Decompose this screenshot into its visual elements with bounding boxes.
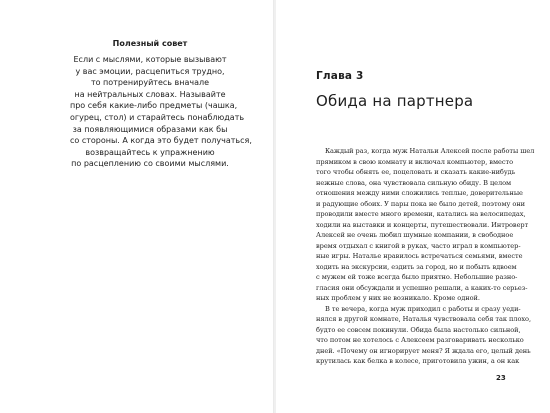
body-line: В те вечера, когда муж приходил с работы и сразу уеди-: [325, 304, 521, 313]
body-line: отношения между ними сложились теплые, доверительные: [316, 189, 523, 197]
body-line: с мужем ей тоже всегда было приятно. Небольшие разно-: [316, 273, 518, 281]
tip-line: со стороны. А когда это будет получаться,: [70, 136, 252, 146]
body-line: что потом не хотелось с Алексеем разговаривать несколько: [316, 336, 524, 344]
tip-line: огурец, стол) и старайтесь понаблюдать: [70, 112, 245, 122]
tip-line: за появляющимися образами как бы: [72, 124, 228, 134]
body-line: гласия они обсуждали и успешно решали, а каких-то серьез-: [316, 283, 528, 292]
body-line: ходить на экскурсии, ездить за город, но и побыть вдвоем: [316, 262, 517, 271]
chapter-label: Глава 3: [316, 70, 364, 82]
chapter-body: [316, 146, 535, 367]
tip-line: у вас эмоции, расцепиться трудно,: [75, 66, 225, 76]
body-line: Каждый раз, когда муж Натальи Алексей после работы шел: [325, 147, 535, 155]
body-line: того чтобы обнять ее, поцеловать и сказать какие-нибудь: [316, 168, 516, 176]
tip-line: Если с мыслями, которые вызывают: [73, 55, 227, 64]
body-line: нежные слова, она чувствовала сильную обиду. В целом: [316, 178, 512, 187]
body-line: Алексей не очень любил шумные компании, в свободное: [316, 231, 514, 239]
body-line: и радующие обоих. У пары пока не было детей, поэтому они: [316, 199, 526, 208]
tip-line: про себя какие-либо предметы (чашка,: [70, 101, 238, 111]
tip-line: возвращайтесь к упражнению: [85, 147, 215, 157]
body-line: ных проблем у них не возникало. Кроме одной.: [316, 294, 480, 302]
tip-line: то потренируйтесь вначале: [90, 78, 210, 88]
tip-text: [70, 54, 252, 170]
body-line: ные игры. Наталье нравилось встречаться семьями, вместе: [316, 252, 523, 260]
body-line: ходили на выставки и концерты, путешествовали. Интроверт: [316, 220, 529, 229]
page-number: 23: [496, 374, 506, 382]
body-line: время отдыхал с книгой в руках, часто играл в компьютер-: [316, 241, 521, 250]
body-line: дней. «Почему он игнорирует меня? Я ждала его, целый день: [316, 346, 531, 355]
body-line: прямиком в свою комнату и включал компьютер, вместо: [316, 157, 514, 166]
tip-title: Полезный совет: [112, 39, 188, 48]
left-page: [0, 0, 274, 413]
tip-line: по расцеплению со своими мыслями.: [71, 159, 229, 169]
tip-line: на нейтральных словах. Называйте: [74, 89, 226, 99]
body-line: нялся в другой комнате, Наталья чувствовала себя так плохо,: [316, 315, 531, 323]
body-line: будто ее совсем покинули. Обида была настолько сильной,: [316, 325, 521, 334]
chapter-title: Обида на партнера: [316, 92, 474, 110]
tip-box: [70, 38, 252, 170]
body-line: проводили вместе много времени, катались на велосипедах,: [316, 210, 526, 218]
body-line: крутилась как белка в колесе, приготовила ужин, а он как: [316, 357, 520, 365]
